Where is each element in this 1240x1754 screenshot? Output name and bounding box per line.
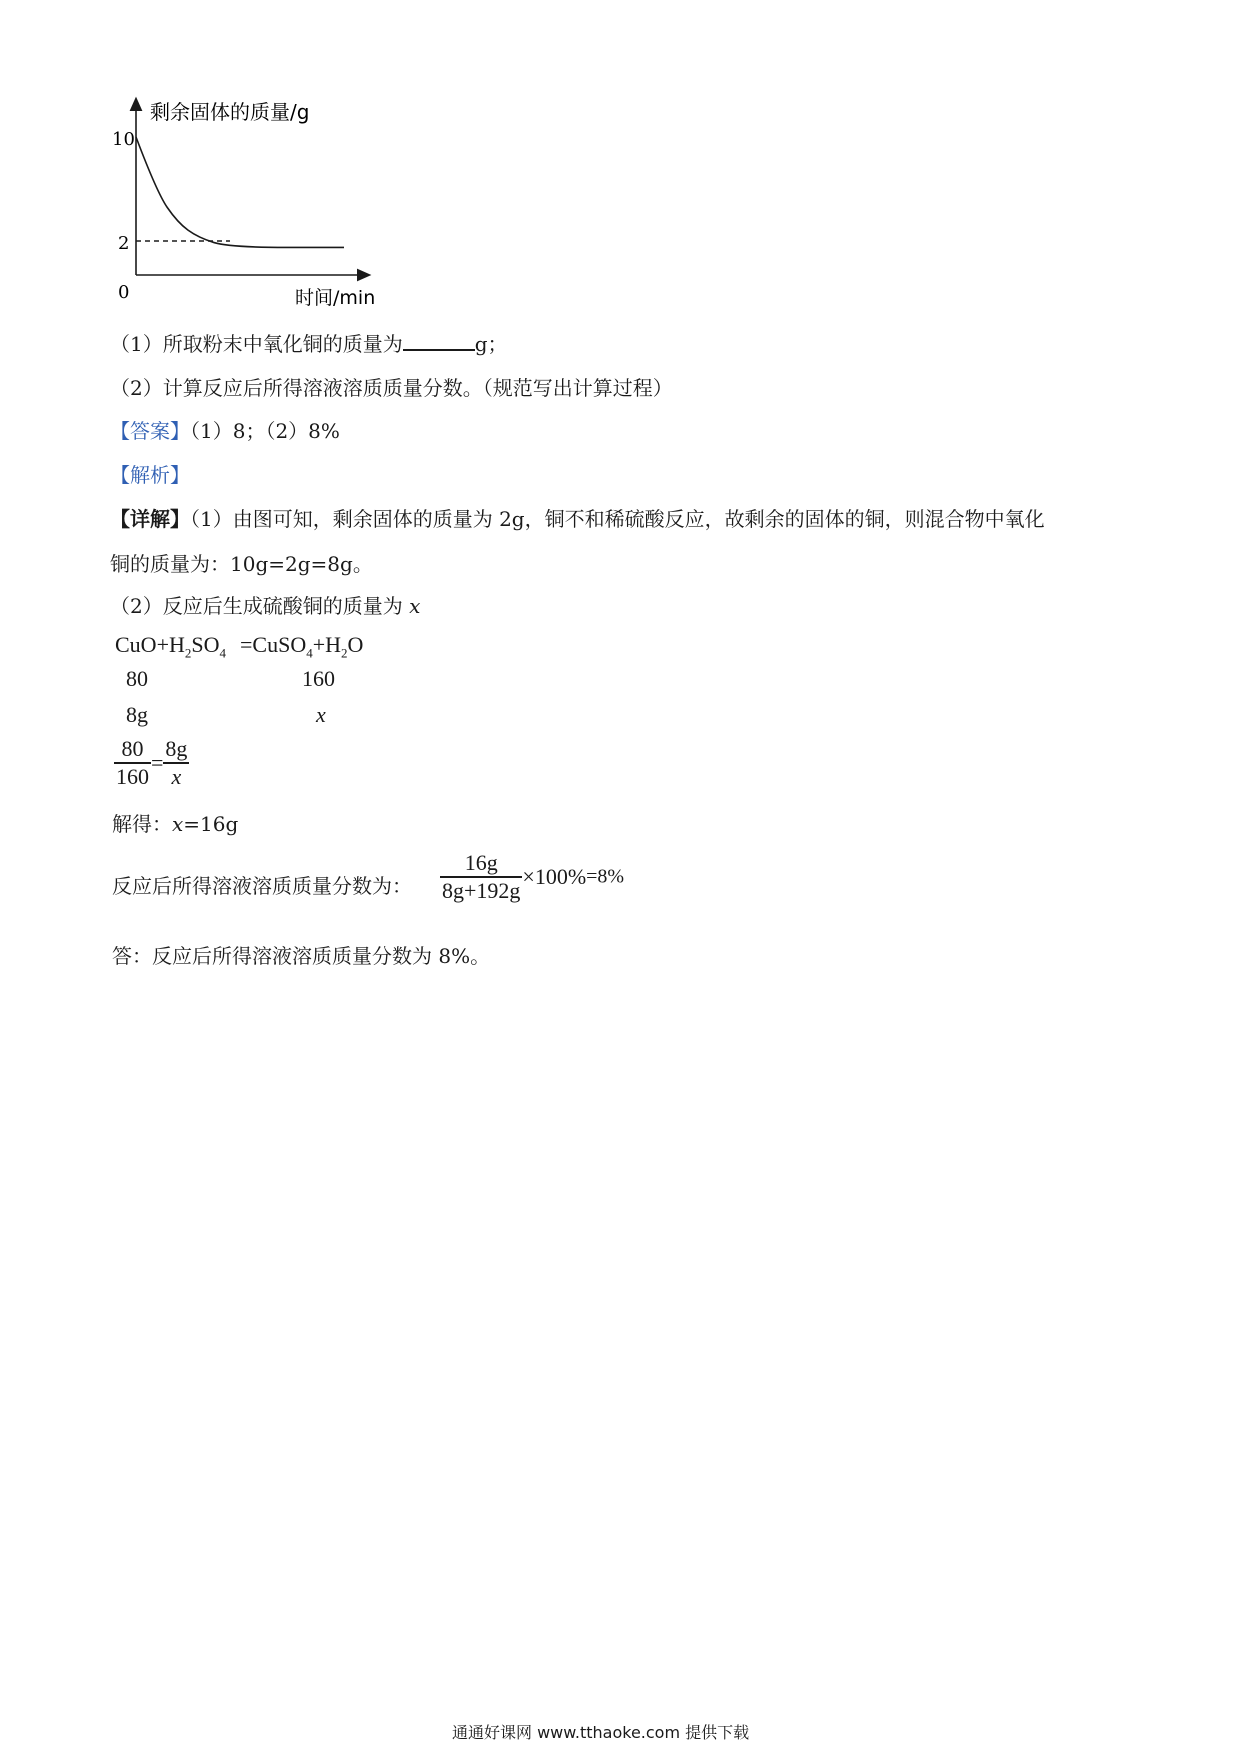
unknown-mass-cuso4: x	[316, 702, 326, 727]
analysis-tag: 【解析】	[110, 463, 190, 487]
fraction-result: $\frac{16g}{8g+192g}$ ×100%=8%	[442, 850, 625, 903]
chemical-equation: $CuO+H_2SO_4$ $=CuSO_4+H_2O$	[115, 632, 364, 661]
question-2: （2）计算反应后所得溶液溶质质量分数。（规范写出计算过程）	[110, 376, 673, 400]
answer-tag: 【答案】	[110, 419, 190, 443]
mass-time-chart	[110, 95, 430, 355]
solve-line: 解得：x=16g	[112, 812, 239, 836]
fraction-result-label: 反应后所得溶液溶质质量分数为：	[112, 874, 412, 898]
question-1-unit: g；	[474, 332, 508, 356]
given-mass-cuo: 8g	[126, 702, 148, 727]
y-tick-2: 2	[118, 233, 130, 254]
variable-x: x	[409, 594, 421, 618]
detail-text-1: （1）由图可知，剩余固体的质量为 2g，铜不和稀硫酸反应，故剩余的固体的铜，则混合物中氧化	[190, 507, 1045, 531]
y-axis-label: 剩余固体的质量/g	[150, 100, 310, 124]
answer-line	[110, 415, 340, 444]
detail-line-1	[110, 503, 1045, 532]
detail-tag: 【详解】	[110, 507, 190, 531]
y-tick-0: 0	[118, 282, 130, 303]
x-axis-label: 时间/min	[295, 287, 376, 309]
conclusion: 答：反应后所得溶液溶质质量分数为 8%。	[112, 944, 491, 968]
molar-mass-cuso4: 160	[302, 666, 335, 691]
detail-text-3: （2）反应后生成硫酸铜的质量为	[110, 594, 410, 618]
detail-line-3	[110, 590, 420, 619]
answer-blank	[403, 331, 475, 351]
footer-credit: 通通好课网 www.tthaoke.com 提供下载	[452, 1723, 750, 1742]
y-tick-10: 10	[112, 129, 135, 150]
data-series-line	[136, 137, 344, 247]
detail-line-2: 铜的质量为：10g=2g=8g。	[110, 552, 373, 576]
answer-text: （1）8；（2）8%	[190, 419, 340, 443]
question-1-text: （1）所取粉末中氧化铜的质量为	[110, 332, 403, 356]
molar-mass-cuo: 80	[126, 666, 148, 691]
proportion-equation: $\frac{80}{160}$ = $\frac{8g}{x}$	[116, 736, 188, 789]
question-1	[110, 328, 508, 357]
